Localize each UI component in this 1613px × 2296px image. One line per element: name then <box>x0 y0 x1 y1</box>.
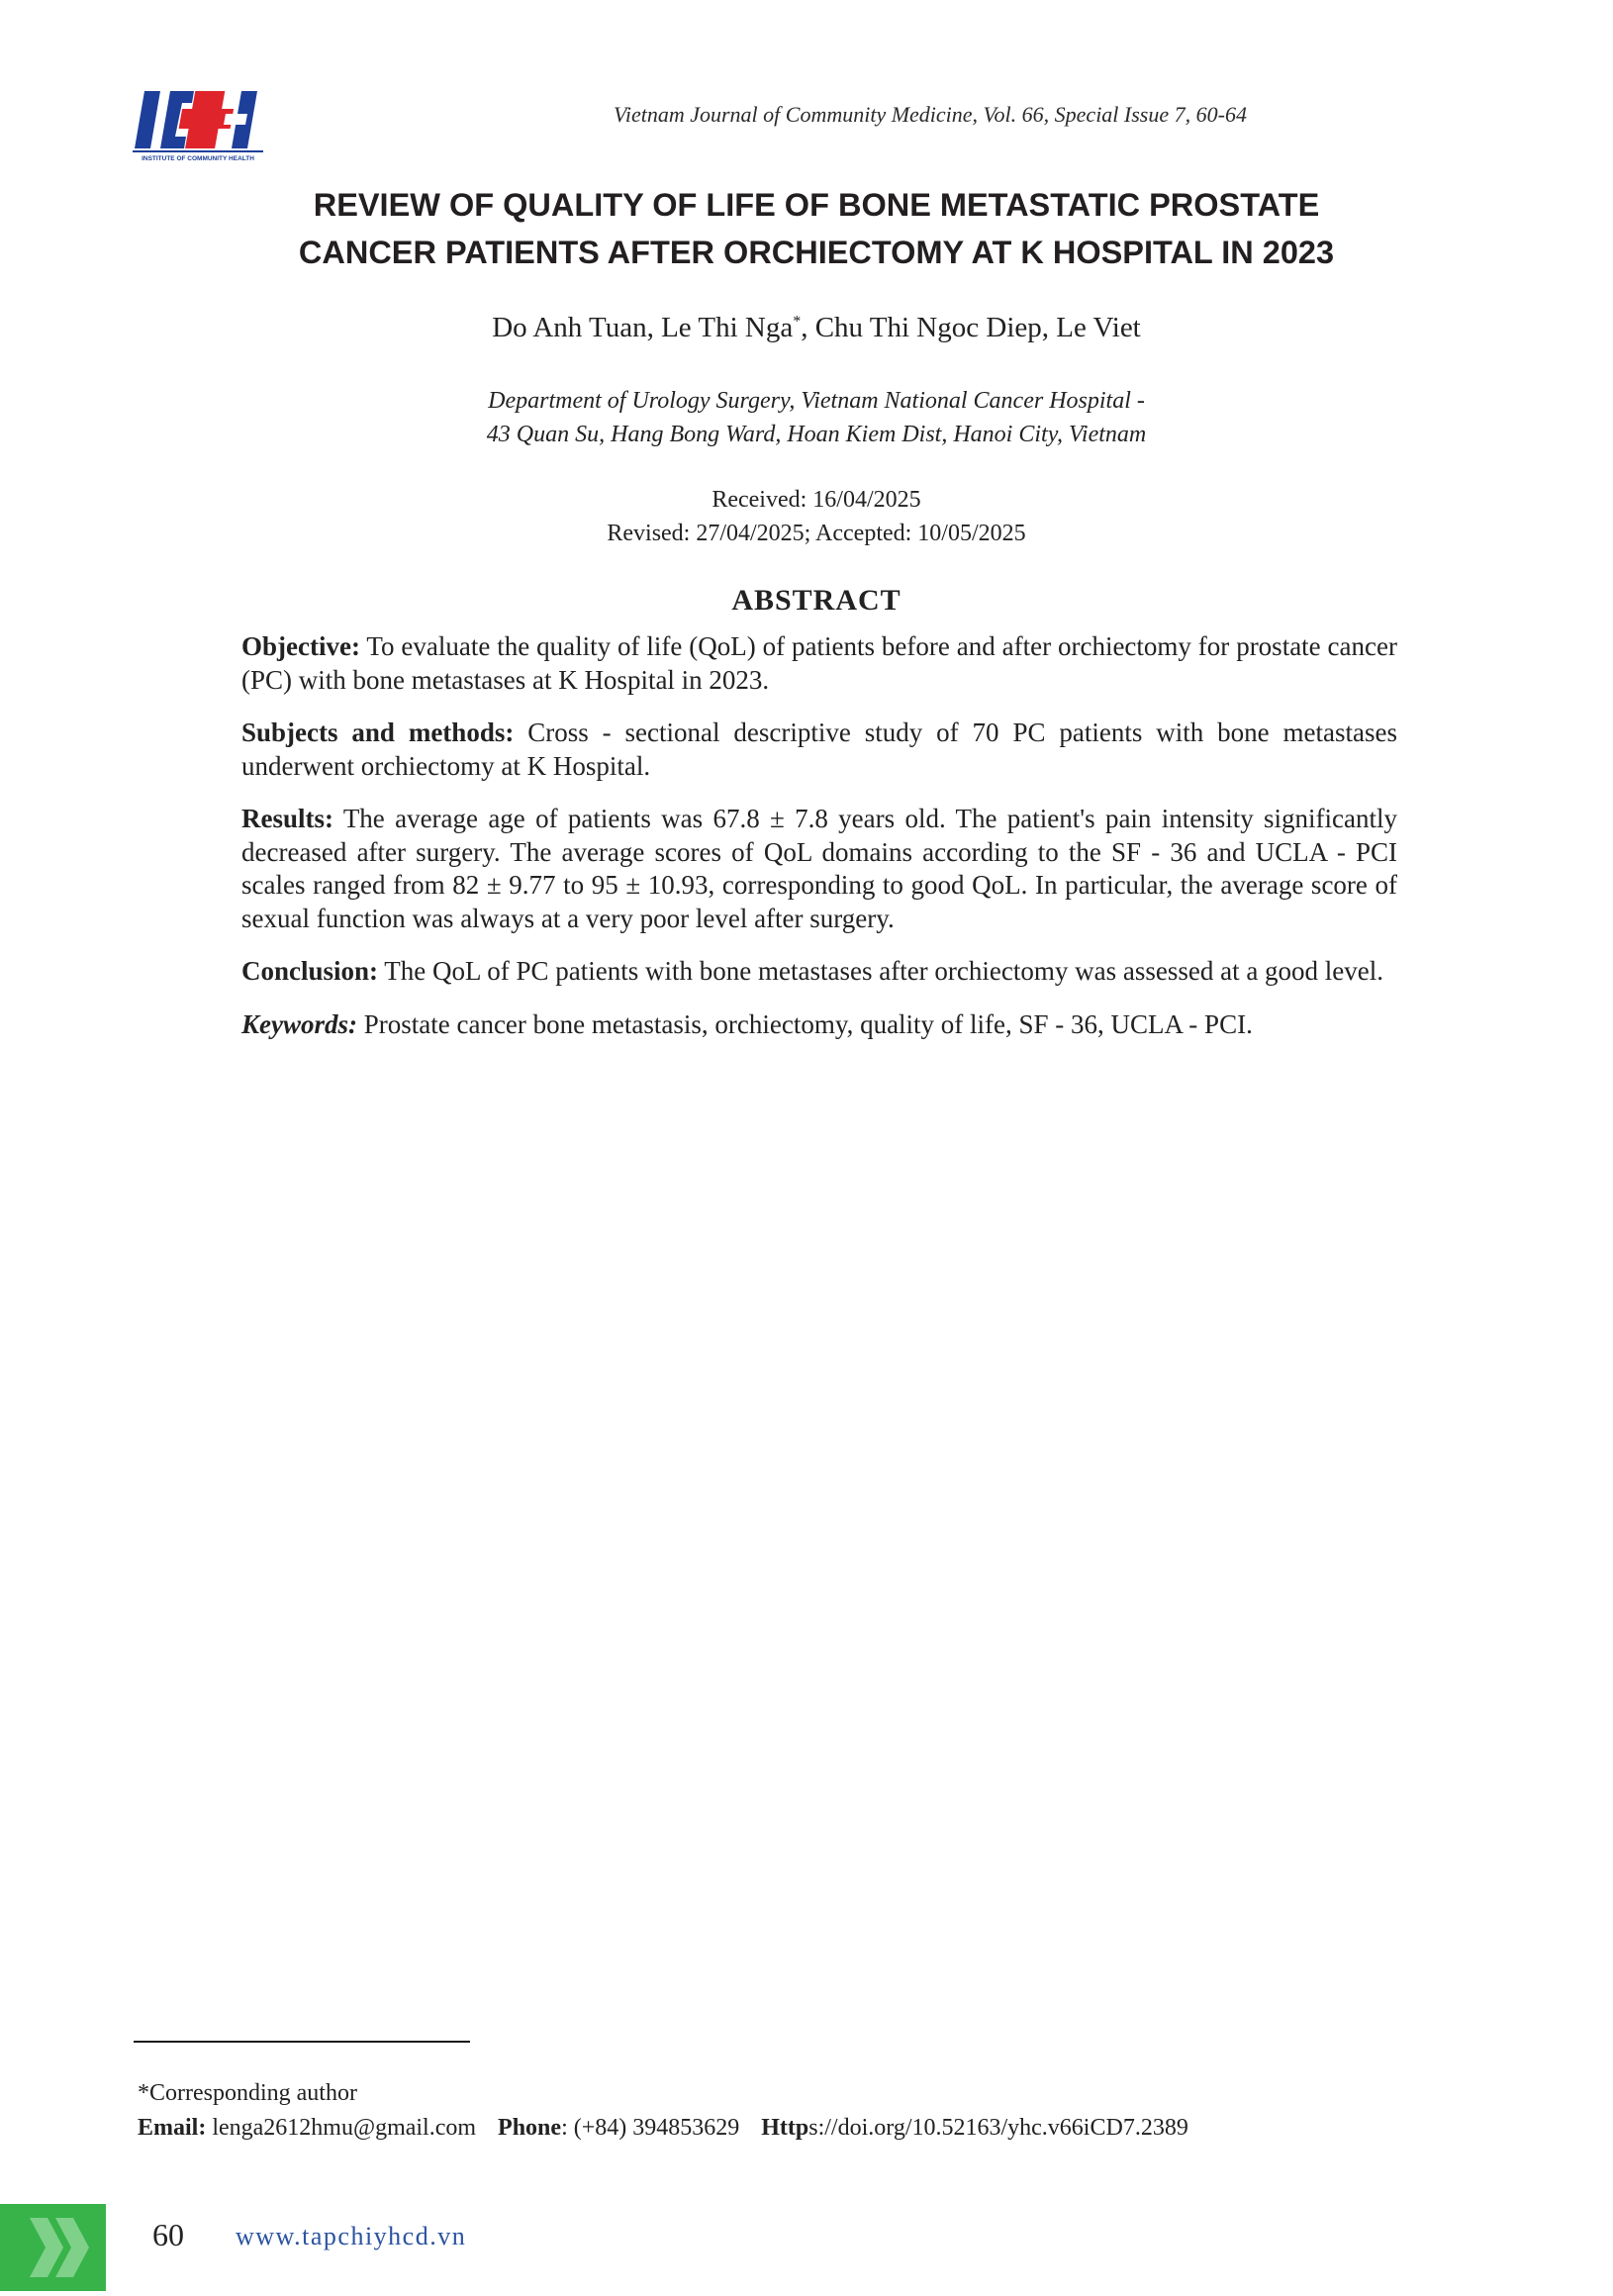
abstract-body <box>241 630 1397 1061</box>
abstract-heading: ABSTRACT <box>731 584 901 617</box>
doi-link[interactable]: s://doi.org/10.52163/yhc.v66iCD7.2389 <box>808 2115 1188 2141</box>
doi-label: Http <box>761 2115 809 2141</box>
authors-first: Do Anh Tuan, Le Thi Nga <box>492 312 794 343</box>
abstract-keywords: Keywords: Prostate cancer bone metastasis, orchiectomy, quality of life, SF - 36, UCLA - PCI. <box>241 1008 1253 1039</box>
journal-citation: Vietnam Journal of Community Medicine, Vol. 66, Special Issue 7, 60-64 <box>614 102 1247 127</box>
corresponding-author-note: *Corresponding author <box>138 2080 357 2106</box>
footnote <box>138 2076 1424 2146</box>
section-label: Objective: <box>241 631 360 661</box>
page-number: 60 <box>152 2217 184 2252</box>
section-label: Keywords: <box>241 1008 357 1039</box>
abstract-results: Results: The average age of patients was 67.8 ± 7.8 years old. The patient's pain intensity significantly decreased after surgery. The average scores of QoL domains according to the SF - 36 and UCLA - PCI scales ranged from 82 ± 9.77 to 95 ± 10.93, corresponding to good QoL. In particular, the average score of sexual function was always at a very poor level after surgery. <box>241 804 1397 933</box>
author-list <box>198 312 1435 344</box>
received-date: Received: 16/04/2025 <box>712 487 921 513</box>
affiliation <box>198 384 1435 451</box>
article-title <box>198 181 1435 276</box>
section-label: Results: <box>241 804 333 833</box>
email-address[interactable]: lenga2612hmu@gmail.com <box>206 2115 477 2141</box>
abstract-objective: Objective: To evaluate the quality of life (QoL) of patients before and after orchiectomy for prostate cancer (PC) with bone metastases at K Hospital in 2023. <box>241 631 1397 695</box>
corresponding-mark: * <box>793 313 802 331</box>
title-line: CANCER PATIENTS AFTER ORCHIECTOMY AT K HOSPITAL IN 2023 <box>298 235 1335 270</box>
logo-caption: INSTITUTE OF COMMUNITY HEALTH <box>142 155 254 162</box>
phone-label: Phone <box>498 2115 562 2141</box>
ich-logo-mark <box>135 91 257 148</box>
phone-number: : (+84) 394853629 <box>561 2115 740 2141</box>
abstract-conclusion: Conclusion: The QoL of PC patients with bone metastases after orchiectomy was assessed at a good level. <box>241 956 1384 986</box>
footer-tab <box>0 2204 106 2291</box>
revised-accepted-date: Revised: 27/04/2025; Accepted: 10/05/2025 <box>607 521 1026 546</box>
section-label: Subjects and methods: <box>241 718 515 747</box>
submission-dates <box>198 483 1435 550</box>
website-link[interactable]: www.tapchiyhcd.vn <box>236 2222 467 2250</box>
footnote-divider <box>134 2041 470 2043</box>
authors-rest: , Chu Thi Ngoc Diep, Le Viet <box>801 312 1141 343</box>
email-label: Email: <box>138 2115 207 2141</box>
section-label: Conclusion: <box>241 956 379 986</box>
journal-logo <box>131 87 265 164</box>
contact-line <box>138 2111 1424 2146</box>
title-line: REVIEW OF QUALITY OF LIFE OF BONE METASTATIC PROSTATE <box>313 187 1320 223</box>
affiliation-line: Department of Urology Surgery, Vietnam National Cancer Hospital - <box>488 388 1145 414</box>
double-chevron-icon <box>0 2204 106 2291</box>
abstract-methods: Subjects and methods: Cross - sectional descriptive study of 70 PC patients with bone metastases underwent orchiectomy at K Hospital. <box>241 718 1397 781</box>
affiliation-line: 43 Quan Su, Hang Bong Ward, Hoan Kiem Dist, Hanoi City, Vietnam <box>486 422 1147 447</box>
